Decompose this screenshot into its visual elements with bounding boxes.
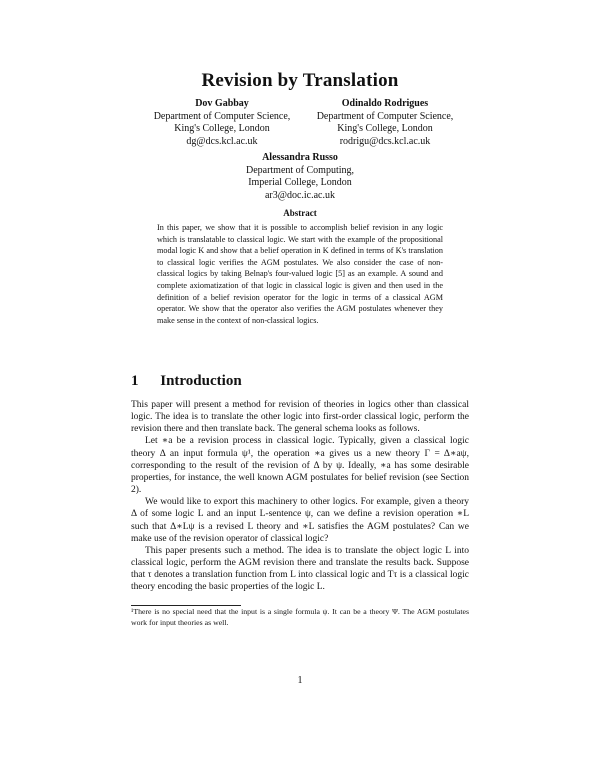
author-block: [210, 152, 390, 202]
author-block: [300, 98, 470, 148]
author-department: Department of Computer Science,: [316, 110, 454, 122]
author-institution: Imperial College, London: [248, 177, 352, 188]
paragraph: We would like to export this machinery to other logics. For example, given a theory Δ of some logic L and an input L-sentence ψ, can we define a revision operation ∗L such that Δ∗Lψ is a revised L theory and ∗L satisfies the AGM postulates? Can we make use of the revision operator of classical logic?: [131, 497, 469, 544]
paragraph: This paper will present a method for revision of theories in logics other than classical logic. The idea is to translate the other logic into first-order classical logic, perform the revision there and then translate back. The general schema looks as follows.: [131, 400, 469, 435]
section-title: Introduction: [160, 373, 242, 389]
footnote-rule: [131, 605, 241, 606]
author-email: dg@dcs.kcl.ac.uk: [186, 135, 258, 147]
abstract-text: In this paper, we show that it is possible to accomplish belief revision in any logic which is translatable to classical logic. We start with the example of the propositional modal logic K and show that a belief operation in K defined in terms of K's translation to classical logic verifies the AGM postulates. We also consider the case of non-classical logics by taking Belnap's four-valued logic [5] as an example. A sound and complete axiomatization of that logic in classical logic is given and then used in the definition of a belief revision operator for the logic in terms of a classical AGM operator. We show that the operator also verifies the AGM postulates whenever they make sense in the context of non-classical logics.: [157, 223, 443, 325]
section-number: 1: [131, 373, 139, 389]
author-email: ar3@doc.ic.ac.uk: [264, 189, 335, 201]
author-institution: King's College, London: [337, 123, 433, 134]
section-heading: [131, 373, 242, 390]
author-email: rodrigu@dcs.kcl.ac.uk: [339, 135, 431, 147]
paragraph: Let ∗a be a revision process in classical logic. Typically, given a classical logic theory Δ an input formula ψ¹, the operation ∗a gives us a new theory Γ = Δ∗aψ, corresponding to the result of the revision of Δ by ψ. Ideally, ∗a has some desirable properties, for instance, the well known AGM postulates for belief revision (see Section 2).: [131, 436, 469, 496]
author-institution: King's College, London: [174, 123, 270, 134]
abstract-heading: Abstract: [283, 208, 317, 218]
footnote: ¹There is no special need that the input is a single formula ψ. It can be a theory Ψ. The AGM postulates work for input theories as well.: [131, 607, 469, 627]
author-name: Dov Gabbay: [195, 98, 249, 109]
section-body: [131, 399, 469, 594]
author-name: Odinaldo Rodrigues: [341, 98, 429, 109]
author-block: [138, 98, 306, 148]
author-department: Department of Computer Science,: [153, 110, 291, 122]
page-number: 1: [297, 675, 303, 686]
paper-title: Revision by Translation: [201, 70, 399, 91]
author-department: Department of Computing,: [245, 164, 355, 176]
paragraph: This paper presents such a method. The idea is to translate the object logic L into classical logic, perform the AGM revision there and translate the results back. Suppose that τ denotes a translation function from L into classical logic and Tτ is a classical logic theory encoding the basic properties of the logic L.: [131, 545, 469, 593]
author-name: Alessandra Russo: [262, 152, 338, 163]
